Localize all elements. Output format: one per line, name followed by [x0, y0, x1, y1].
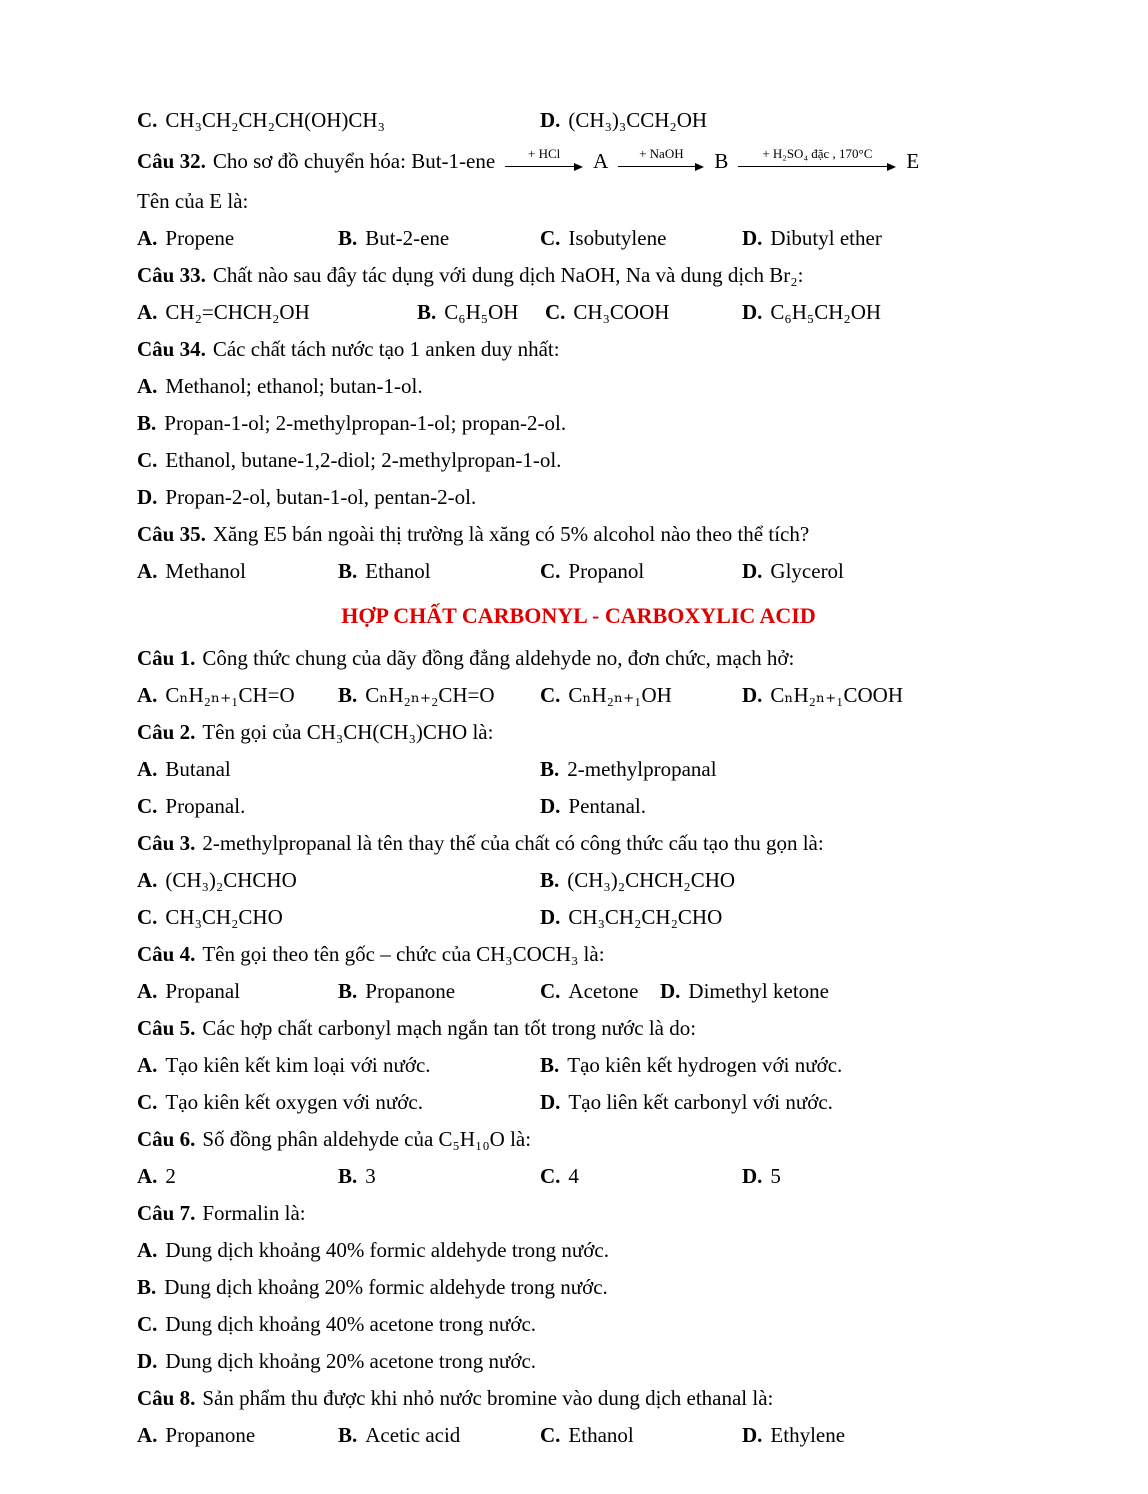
question-number: Câu 1. [137, 646, 196, 670]
option-text: But-2-ene [365, 226, 450, 250]
option-letter: A. [137, 979, 158, 1003]
option-text: 2-methylpropanal [567, 757, 717, 781]
option-text: Tạo kiên kết kim loại với nước. [165, 1053, 431, 1077]
option-letter: D. [742, 300, 763, 324]
option-letter: A. [137, 1423, 158, 1447]
reaction-product: A [593, 149, 609, 173]
option-letter: B. [137, 1275, 157, 1299]
option-letter: A. [137, 226, 158, 250]
reaction-arrow-icon [738, 162, 896, 172]
question-33-stem: Câu 33. Chất nào sau đây tác dụng với dung dịch NaOH, Na và dung dịch Br₂: [137, 263, 804, 287]
option [540, 102, 1020, 139]
option-letter: A. [137, 1164, 158, 1188]
option-text: Tạo kiên kết oxygen với nước. [165, 1090, 423, 1114]
option [540, 751, 1020, 788]
option-text: (CH₃)₃CCH₂OH [568, 108, 708, 132]
option-letter: C. [540, 559, 561, 583]
option-letter: D. [137, 1349, 158, 1373]
option-text: Pentanal. [568, 794, 646, 818]
question-number: Câu 3. [137, 831, 196, 855]
question-number: Câu 32. [137, 149, 206, 173]
reaction-arrow-icon [618, 162, 704, 172]
option [742, 220, 1020, 257]
option-letter: B. [137, 411, 157, 435]
option-text: CH₃CH₂CHO [165, 905, 283, 929]
option [137, 1306, 1020, 1343]
option-text: Glycerol [770, 559, 844, 583]
option-text: CₙH₂ₙ₊₁OH [568, 683, 672, 707]
question-34-stem: Câu 34. Các chất tách nước tạo 1 anken duy nhất: [137, 337, 560, 361]
question-3-stem: Câu 3. 2-methylpropanal là tên thay thế của chất có công thức cấu tạo thu gọn là: [137, 831, 824, 855]
option-text: CₙH₂ₙ₊₁COOH [770, 683, 903, 707]
option [338, 553, 540, 590]
option-text: 3 [365, 1164, 376, 1188]
option-letter: B. [417, 300, 437, 324]
option-letter: A. [137, 374, 158, 398]
question-number: Câu 5. [137, 1016, 196, 1040]
option [545, 294, 742, 331]
option [742, 294, 1020, 331]
option-text: Methanol; ethanol; butan-1-ol. [165, 374, 423, 398]
option-letter: C. [540, 1164, 561, 1188]
option-text: 2 [165, 1164, 176, 1188]
option-letter: A. [137, 757, 158, 781]
option-letter: D. [660, 979, 681, 1003]
option [137, 973, 338, 1010]
reaction-product: B [714, 149, 729, 173]
question-4-options [137, 973, 1020, 1010]
option-text: Dibutyl ether [770, 226, 882, 250]
option [137, 368, 1020, 405]
question-31-options-row [137, 102, 1020, 139]
option [137, 294, 417, 331]
option-text: (CH₃)₂CHCH₂CHO [567, 868, 736, 892]
option [540, 862, 1020, 899]
option [417, 294, 545, 331]
question-1-stem: Câu 1. Công thức chung của dãy đồng đẳng aldehyde no, đơn chức, mạch hở: [137, 646, 795, 670]
option-text: CH₂=CHCH₂OH [165, 300, 310, 324]
option [540, 973, 660, 1010]
option [338, 1417, 540, 1454]
option [338, 220, 540, 257]
question-number: Câu 6. [137, 1127, 196, 1151]
reagent-label: + HCl [528, 145, 561, 161]
option-letter: C. [137, 108, 158, 132]
option [540, 220, 742, 257]
option-letter: C. [540, 1423, 561, 1447]
option-text: Methanol [165, 559, 246, 583]
option [338, 677, 540, 714]
option-text: CH₃CH₂CH₂CH(OH)CH₃ [165, 108, 385, 132]
reagent-label: + NaOH [639, 145, 684, 161]
option-text: CH₃COOH [573, 300, 670, 324]
option-letter: D. [742, 683, 763, 707]
option-text: CH₃CH₂CH₂CHO [568, 905, 723, 929]
option [137, 442, 1020, 479]
option [540, 899, 1020, 936]
option [137, 862, 540, 899]
option-text: (CH₃)₂CHCHO [165, 868, 297, 892]
reaction-step [618, 147, 704, 172]
option-letter: D. [540, 905, 561, 929]
option-text: Ethylene [770, 1423, 846, 1447]
option [137, 788, 540, 825]
option-letter: D. [742, 1164, 763, 1188]
option [137, 553, 338, 590]
question-8-options [137, 1417, 1020, 1454]
question-5-options-row-2 [137, 1084, 1020, 1121]
question-6-stem: Câu 6. Số đồng phân aldehyde của C₅H₁₀O là: [137, 1127, 532, 1151]
option-text: 5 [770, 1164, 781, 1188]
option-letter: B. [540, 757, 560, 781]
option-letter: C. [540, 683, 561, 707]
option-letter: C. [137, 905, 158, 929]
option [660, 973, 1020, 1010]
question-number: Câu 33. [137, 263, 206, 287]
question-3-options-row-2 [137, 899, 1020, 936]
option [137, 479, 1020, 516]
question-number: Câu 34. [137, 337, 206, 361]
option [137, 677, 338, 714]
question-number: Câu 35. [137, 522, 206, 546]
option-letter: C. [540, 226, 561, 250]
question-32-prompt: Tên của E là: [137, 189, 249, 213]
option [137, 1417, 338, 1454]
option-letter: B. [338, 226, 358, 250]
section-heading: HỢP CHẤT CARBONYL - CARBOXYLIC ACID [341, 603, 816, 628]
option-text: Propan-2-ol, butan-1-ol, pentan-2-ol. [165, 485, 477, 509]
question-5-stem: Câu 5. Các hợp chất carbonyl mạch ngắn tan tốt trong nước là do: [137, 1016, 697, 1040]
option [137, 102, 540, 139]
option-letter: B. [338, 1423, 358, 1447]
option [540, 553, 742, 590]
option [137, 405, 1020, 442]
option-text: CₙH₂ₙ₊₂CH=O [365, 683, 495, 707]
option-text: Tạo kiên kết hydrogen với nước. [567, 1053, 843, 1077]
option-text: Dung dịch khoảng 20% formic aldehyde trong nước. [164, 1275, 608, 1299]
option-text: Propan-1-ol; 2-methylpropan-1-ol; propan-2-ol. [164, 411, 567, 435]
option [540, 1047, 1020, 1084]
option-text: Acetic acid [365, 1423, 461, 1447]
option-letter: C. [540, 979, 561, 1003]
option-letter: C. [137, 1090, 158, 1114]
question-7-stem: Câu 7. Formalin là: [137, 1201, 306, 1225]
question-4-stem: Câu 4. Tên gọi theo tên gốc – chức của CH₃COCH₃ là: [137, 942, 605, 966]
option-letter: C. [137, 794, 158, 818]
question-number: Câu 7. [137, 1201, 196, 1225]
option-letter: A. [137, 300, 158, 324]
option [137, 751, 540, 788]
option-text: Propanal. [165, 794, 246, 818]
option [540, 1084, 1020, 1121]
option [742, 677, 1020, 714]
option [540, 1158, 742, 1195]
option [137, 1232, 1020, 1269]
option-letter: B. [338, 559, 358, 583]
option-letter: C. [545, 300, 566, 324]
option-letter: B. [338, 979, 358, 1003]
question-32-stem [137, 139, 1020, 183]
option-text: Dung dịch khoảng 20% acetone trong nước. [165, 1349, 537, 1373]
option-letter: C. [137, 448, 158, 472]
option-text: Propanol [568, 559, 645, 583]
option-letter: A. [137, 1053, 158, 1077]
question-1-options [137, 677, 1020, 714]
reagent-label: + H₂SO₄ đặc , 170°C [762, 145, 873, 161]
question-number: Câu 4. [137, 942, 196, 966]
option-text: Propanal [165, 979, 241, 1003]
option-letter: A. [137, 683, 158, 707]
question-number: Câu 2. [137, 720, 196, 744]
option-letter: A. [137, 868, 158, 892]
option-text: Propene [165, 226, 235, 250]
option-text: 4 [568, 1164, 579, 1188]
option-letter: B. [338, 1164, 358, 1188]
option [137, 1084, 540, 1121]
question-5-options-row-1 [137, 1047, 1020, 1084]
option-text: Dimethyl ketone [688, 979, 829, 1003]
option-letter: D. [540, 794, 561, 818]
question-35-stem: Câu 35. Xăng E5 bán ngoài thị trường là xăng có 5% alcohol nào theo thể tích? [137, 522, 810, 546]
question-34-options [137, 368, 1020, 516]
option [137, 1047, 540, 1084]
option-letter: D. [137, 485, 158, 509]
reaction-product: E [906, 149, 920, 173]
option [338, 1158, 540, 1195]
question-8-stem: Câu 8. Sản phẩm thu được khi nhỏ nước bromine vào dung dịch ethanal là: [137, 1386, 774, 1410]
option [137, 1269, 1020, 1306]
option [137, 220, 338, 257]
option-text: Isobutylene [568, 226, 667, 250]
option-letter: A. [137, 559, 158, 583]
option [540, 677, 742, 714]
question-7-options [137, 1232, 1020, 1380]
option-text: Dung dịch khoảng 40% formic aldehyde trong nước. [165, 1238, 609, 1262]
question-2-options-row-2 [137, 788, 1020, 825]
reaction-step [738, 147, 896, 172]
option [137, 1343, 1020, 1380]
option-letter: D. [742, 226, 763, 250]
option-text: Propanone [365, 979, 456, 1003]
option-letter: D. [742, 1423, 763, 1447]
question-3-options-row-1 [137, 862, 1020, 899]
option [137, 1158, 338, 1195]
option [742, 1417, 1020, 1454]
option-letter: B. [540, 1053, 560, 1077]
option-text: Ethanol [568, 1423, 634, 1447]
option-text: Acetone [568, 979, 639, 1003]
option [540, 1417, 742, 1454]
option-text: Tạo liên kết carbonyl với nước. [568, 1090, 833, 1114]
option [338, 973, 540, 1010]
question-33-options [137, 294, 1020, 331]
option [742, 1158, 1020, 1195]
option [137, 899, 540, 936]
reaction-step [505, 147, 583, 172]
option-text: Butanal [165, 757, 231, 781]
option-text: Ethanol [365, 559, 431, 583]
option-letter: D. [540, 1090, 561, 1114]
option [742, 553, 1020, 590]
question-2-options-row-1 [137, 751, 1020, 788]
question-lead: Câu 32. Cho sơ đồ chuyển hóa: But-1-ene [137, 149, 496, 173]
question-32-options [137, 220, 1020, 257]
question-6-options [137, 1158, 1020, 1195]
reaction-arrow-icon [505, 162, 583, 172]
option-text: C₆H₅CH₂OH [770, 300, 882, 324]
question-35-options [137, 553, 1020, 590]
option [540, 788, 1020, 825]
option-letter: B. [338, 683, 358, 707]
option-letter: D. [540, 108, 561, 132]
option-letter: B. [540, 868, 560, 892]
option-text: CₙH₂ₙ₊₁CH=O [165, 683, 295, 707]
option-letter: D. [742, 559, 763, 583]
option-text: Ethanol, butane-1,2-diol; 2-methylpropan-1-ol. [165, 448, 562, 472]
option-text: C₆H₅OH [444, 300, 519, 324]
option-text: Propanone [165, 1423, 256, 1447]
question-number: Câu 8. [137, 1386, 196, 1410]
option-text: Dung dịch khoảng 40% acetone trong nước. [165, 1312, 537, 1336]
option-letter: C. [137, 1312, 158, 1336]
option-letter: A. [137, 1238, 158, 1262]
question-2-stem: Câu 2. Tên gọi của CH₃CH(CH₃)CHO là: [137, 720, 494, 744]
